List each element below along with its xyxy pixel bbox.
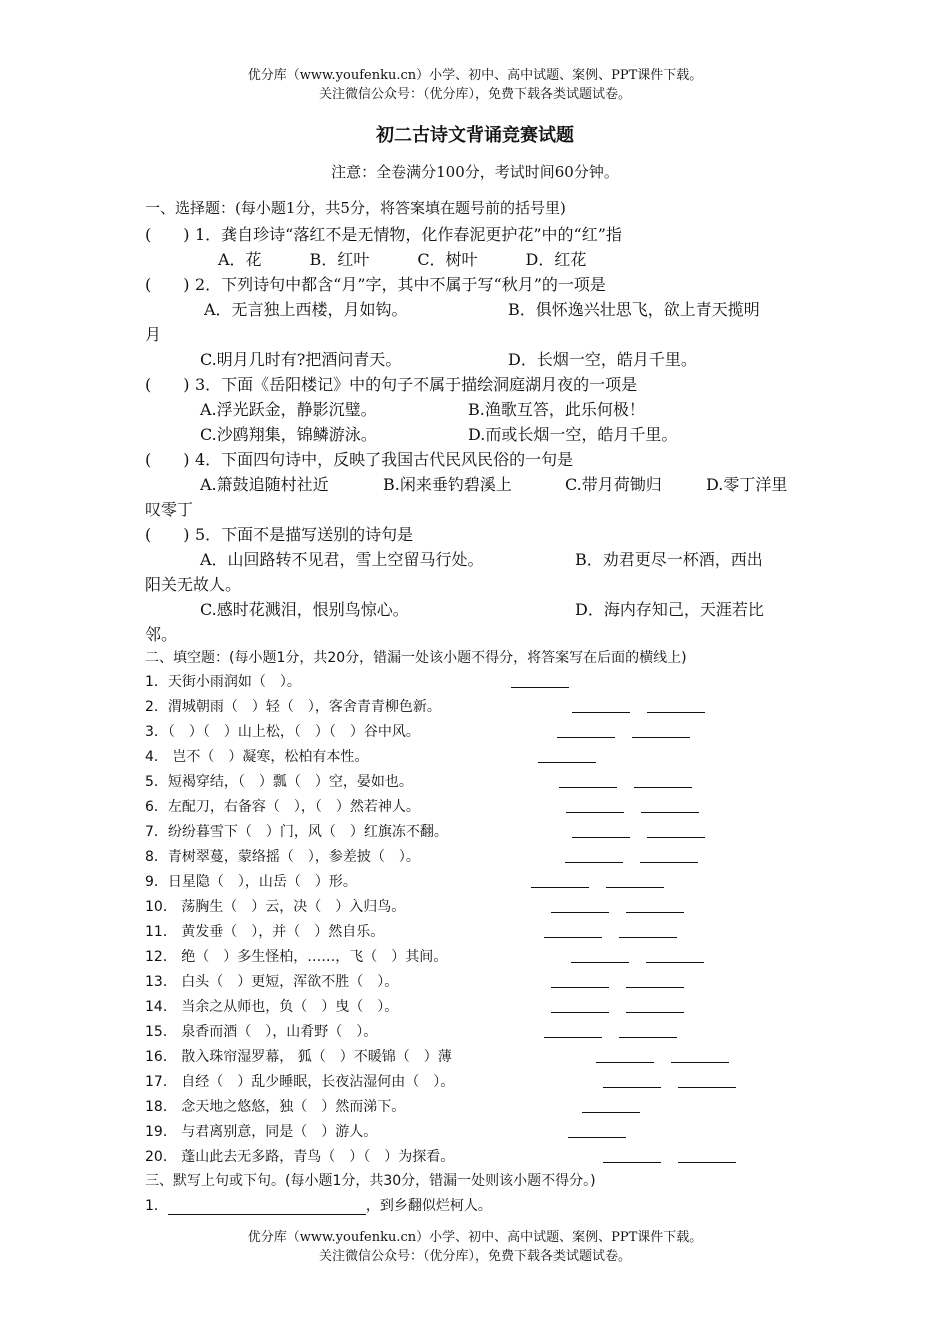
option-a: A.浮光跃金，静影沉璧。: [200, 400, 377, 419]
answer-paren[interactable]: ( ): [145, 525, 190, 544]
section3-heading: 三、默写上句或下句。(每小题1分，共30分，错漏一处则该小题不得分。): [145, 1173, 596, 1189]
option-d: D．长烟一空，皓月千里。: [508, 350, 697, 369]
page-footer: [0, 1228, 950, 1266]
question-3-stem: [145, 372, 637, 395]
answer-blank[interactable]: [559, 787, 617, 788]
question-text: 4．下面四句诗中，反映了我国古代民风民俗的一句是: [195, 450, 574, 469]
option-c: C.带月荷锄归: [565, 475, 662, 494]
answer-blank[interactable]: [619, 1037, 677, 1038]
answer-blank[interactable]: [572, 837, 630, 838]
option-c: C.沙鸥翔集，锦鳞游泳。: [200, 425, 377, 444]
item-text: ，到乡翻似烂柯人。: [365, 1198, 492, 1214]
answer-blank[interactable]: [582, 1112, 640, 1113]
fill-item-7: 7．纷纷暮雪下（ ）门，风（ ）红旗冻不翻。: [145, 824, 448, 840]
answer-blank[interactable]: [646, 962, 704, 963]
option-continuation: 月: [145, 325, 162, 344]
fill-item-4: 4． 岂不（ ）凝寒，松柏有本性。: [145, 749, 369, 765]
answer-blank[interactable]: [603, 1087, 661, 1088]
answer-blank[interactable]: [678, 1162, 736, 1163]
option-a: A．山回路转不见君，雪上空留马行处。: [200, 550, 484, 569]
answer-blank[interactable]: [671, 1062, 729, 1063]
footer-line-1: 优分库（www.youfenku.cn）小学、初中、高中试题、案例、PPT课件下载。: [247, 1230, 703, 1245]
fill-item-14: 14． 当余之从师也，负（ ）曳（ ）。: [145, 999, 399, 1015]
fill-item-17: 17． 自经（ ）乱少睡眠，长夜沾湿何由（ ）。: [145, 1074, 455, 1090]
fill-item-3: 3．（ ）（ ）山上松，（ ）（ ）谷中风。: [145, 724, 420, 740]
answer-blank[interactable]: [606, 887, 664, 888]
answer-blank[interactable]: [557, 737, 615, 738]
section2-heading: 二、填空题：(每小题1分，共20分，错漏一处该小题不得分，将答案写在后面的横线上): [145, 650, 687, 666]
answer-blank[interactable]: [647, 712, 705, 713]
option-continuation: 叹零丁: [145, 500, 194, 519]
section1-heading: 一、选择题：(每小题1分，共5分，将答案填在题号前的括号里): [145, 199, 566, 217]
answer-paren[interactable]: ( ): [145, 225, 190, 244]
answer-blank[interactable]: [596, 1062, 654, 1063]
answer-blank[interactable]: [544, 1037, 602, 1038]
option-b: B．劝君更尽一杯酒，西出: [575, 550, 763, 569]
answer-paren[interactable]: ( ): [145, 450, 190, 469]
exam-notice: 注意：全卷满分100分，考试时间60分钟。: [331, 163, 619, 181]
option-c: C.感时花溅泪，恨别鸟惊心。: [200, 600, 409, 619]
answer-blank[interactable]: [626, 1012, 684, 1013]
fill-item-12: 12． 绝（ ）多生怪柏，……，飞（ ）其间。: [145, 949, 448, 965]
fill-item-5: 5．短褐穿结，（ ）瓢（ ）空，晏如也。: [145, 774, 413, 790]
option-b: B.渔歌互答，此乐何极！: [468, 400, 645, 419]
fill-item-2: 2．渭城朝雨（ ）轻（ ），客舍青青柳色新。: [145, 699, 441, 715]
page-title: 初二古诗文背诵竞赛试题: [376, 125, 574, 146]
header-line-1: 优分库（www.youfenku.cn）小学、初中、高中试题、案例、PPT课件下载。: [247, 68, 703, 83]
option-b: B.闲来垂钓碧溪上: [383, 475, 512, 494]
answer-blank[interactable]: [678, 1087, 736, 1088]
answer-blank[interactable]: [572, 712, 630, 713]
fill-item-15: 15． 泉香而酒（ ），山肴野（ ）。: [145, 1024, 378, 1040]
answer-blank[interactable]: [571, 962, 629, 963]
question-text: 5．下面不是描写送别的诗句是: [195, 525, 414, 544]
fill-item-19: 19． 与君离别意，同是（ ）游人。: [145, 1124, 378, 1140]
question-1-stem: [145, 222, 622, 245]
question-4-stem: [145, 447, 573, 470]
answer-blank[interactable]: [603, 1162, 661, 1163]
answer-blank[interactable]: [538, 762, 596, 763]
fill-item-9: 9．日星隐（ ），山岳（ ）形。: [145, 874, 357, 890]
answer-blank[interactable]: [551, 987, 609, 988]
fill-item-18: 18． 念天地之悠悠，独（ ）然而涕下。: [145, 1099, 406, 1115]
answer-blank[interactable]: [544, 937, 602, 938]
option-a: A．无言独上西楼，月如钩。: [204, 300, 408, 319]
answer-paren[interactable]: ( ): [145, 375, 190, 394]
option-b: B．俱怀逸兴壮思飞，欲上青天揽明: [508, 300, 760, 319]
answer-blank[interactable]: [632, 737, 690, 738]
fill-item-20: 20． 蓬山此去无多路，青鸟（ ）（ ）为探看。: [145, 1149, 455, 1165]
option-continuation: 邻。: [145, 625, 178, 644]
question-2-stem: [145, 272, 606, 295]
answer-blank[interactable]: [168, 1202, 366, 1215]
header-line-2: 关注微信公众号：（优分库），免费下载各类试题试卷。: [318, 87, 631, 102]
question-1-options: A．花 B．红叶 C．树叶 D．红花: [218, 250, 587, 269]
answer-blank[interactable]: [641, 812, 699, 813]
option-d: D.零丁洋里: [706, 475, 788, 494]
answer-blank[interactable]: [565, 862, 623, 863]
option-d: D.而或长烟一空，皓月千里。: [468, 425, 678, 444]
fill-item-16: 16． 散入珠帘湿罗幕， 狐（ ）不暖锦（ ）薄: [145, 1049, 452, 1065]
page-header: [0, 66, 950, 104]
answer-blank[interactable]: [647, 837, 705, 838]
question-text: 3．下面《岳阳楼记》中的句子不属于描绘洞庭湖月夜的一项是: [195, 375, 638, 394]
fill-item-10: 10． 荡胸生（ ）云，决（ ）入归鸟。: [145, 899, 406, 915]
answer-blank[interactable]: [626, 912, 684, 913]
option-continuation: 阳关无故人。: [145, 575, 242, 594]
fill-item-6: 6．左配刀，右备容（ ），（ ）然若神人。: [145, 799, 420, 815]
answer-blank[interactable]: [640, 862, 698, 863]
item-number: 1．: [145, 1198, 168, 1214]
question-text: 1．龚自珍诗“落红不是无情物，化作春泥更护花”中的“红”指: [195, 225, 622, 244]
answer-blank[interactable]: [566, 812, 624, 813]
answer-paren[interactable]: ( ): [145, 275, 190, 294]
fill-item-1: 1．天街小雨润如（ ）。: [145, 674, 301, 690]
answer-blank[interactable]: [634, 787, 692, 788]
answer-blank[interactable]: [511, 687, 569, 688]
answer-blank[interactable]: [568, 1137, 626, 1138]
fill-item-8: 8．青树翠蔓，蒙络摇（ ），参差披（ ）。: [145, 849, 420, 865]
fill-item-13: 13． 白头（ ）更短，浑欲不胜（ ）。: [145, 974, 399, 990]
answer-blank[interactable]: [531, 887, 589, 888]
option-d: D．海内存知己，天涯若比: [575, 600, 764, 619]
option-a: A.箫鼓追随村社近: [200, 475, 329, 494]
question-text: 2．下列诗句中都含“月”字，其中不属于写“秋月”的一项是: [195, 275, 606, 294]
footer-line-2: 关注微信公众号：（优分库），免费下载各类试题试卷。: [318, 1249, 631, 1264]
question-5-stem: [145, 522, 413, 545]
answer-blank[interactable]: [619, 937, 677, 938]
answer-blank[interactable]: [626, 987, 684, 988]
answer-blank[interactable]: [551, 1012, 609, 1013]
recite-item-1: [145, 1195, 492, 1215]
answer-blank[interactable]: [551, 912, 609, 913]
fill-item-11: 11． 黄发垂（ ），并（ ）然自乐。: [145, 924, 385, 940]
option-c: C.明月几时有?把酒问青天。: [200, 350, 402, 369]
